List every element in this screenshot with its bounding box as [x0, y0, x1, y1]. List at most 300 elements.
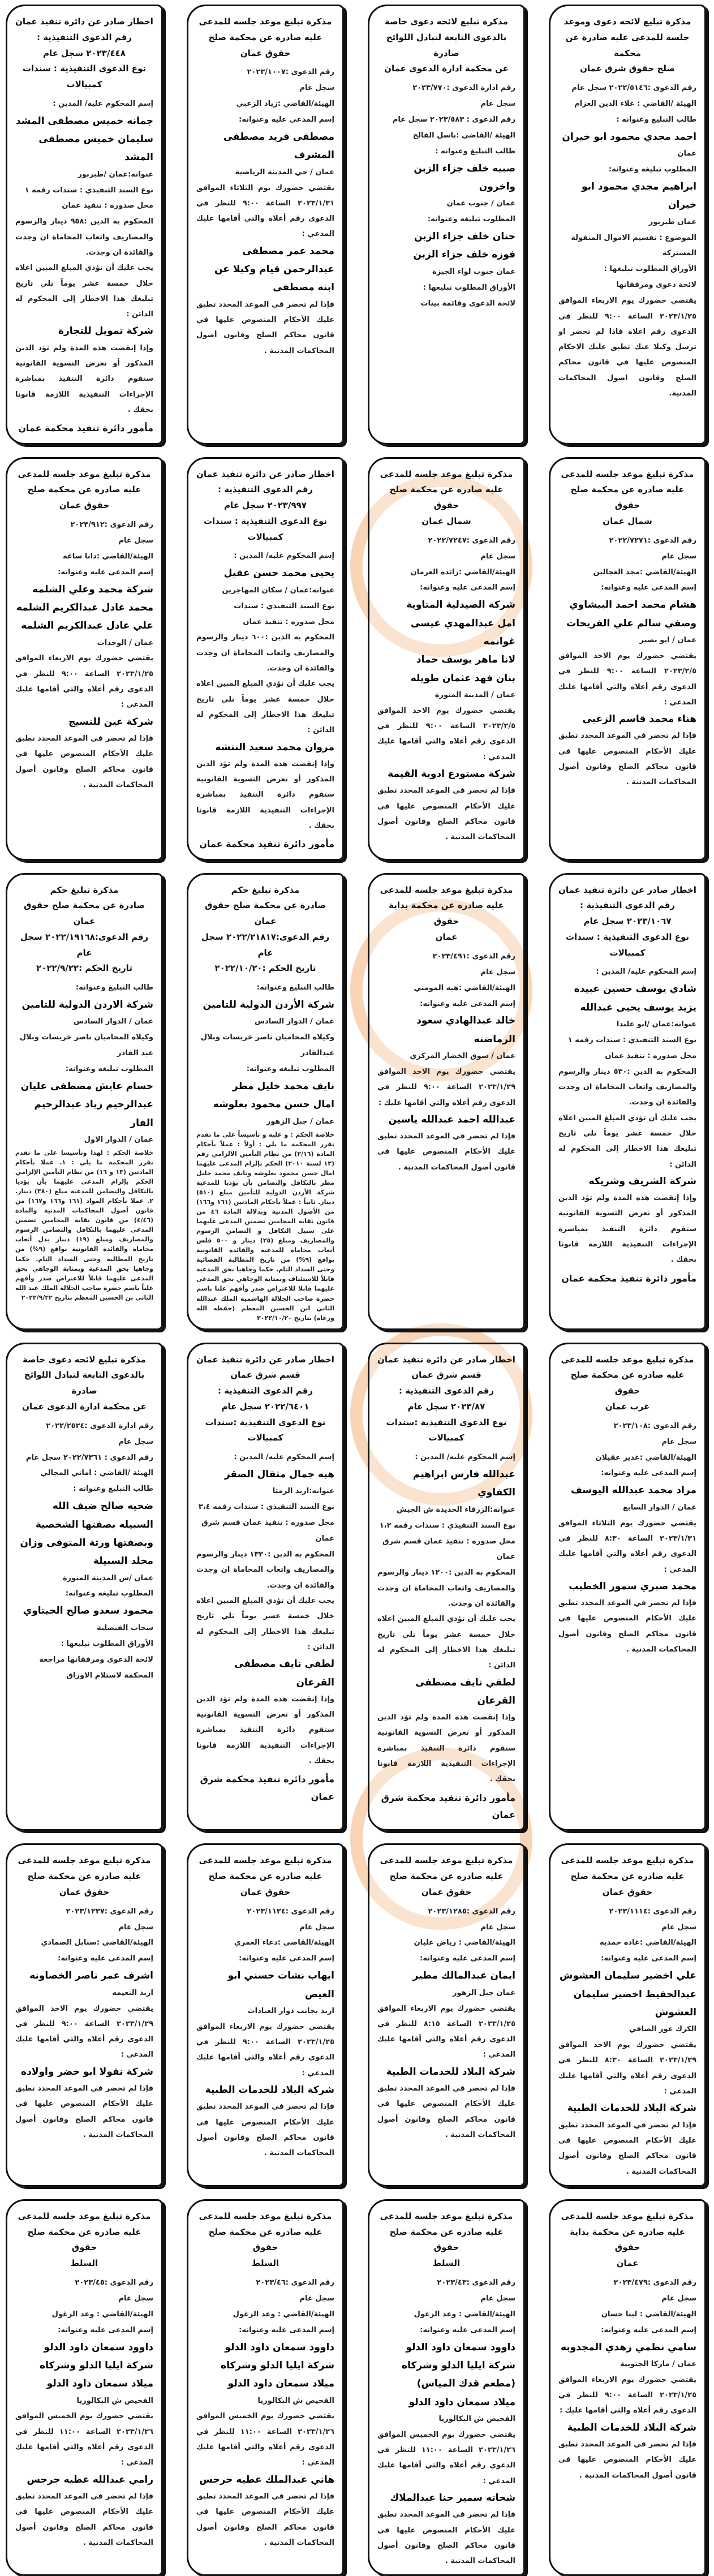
- notice-title-line: عليه صادره عن محكمة صلح حقوق عمان: [570, 1871, 685, 1897]
- party-name: خالد عبدالهادي سعود الرماضنه: [416, 1015, 515, 1045]
- notice-title-line: عليه صادره عن محكمة صلح حقوق عمان: [389, 1871, 504, 1897]
- notice-title-line: عمان: [435, 931, 458, 942]
- notice-title-line: مذكرة تبليغ موعد جلسه للمدعى: [199, 2211, 332, 2221]
- notice-field: طالب التبليغ وعنوانه :: [616, 115, 696, 124]
- notice-title-line: اخطار صادر عن دائرة تنفيذ عمان: [15, 16, 153, 27]
- notice-field: إسم المدعى عليه وعنوانه:: [601, 1469, 696, 1478]
- notice-field: الفحيص ش البكالوريا: [76, 2396, 153, 2405]
- notice-title: [558, 14, 696, 77]
- notice-paragraph: وإذا إنقضت هذه المدة ولم تؤد الدين المذكور أو تعرض التسوية القانونية ستقوم دائرة التنفيذ بمباشرة الإجراءات التنفيذية اللازمة قانونا بحقك .: [15, 343, 153, 414]
- party-name: ايمان عبدالمالك مطير: [412, 1970, 515, 1982]
- notice-field: عمان جنوب لواء الجيزة: [432, 267, 515, 276]
- notice-title-line: نوع الدعوى التنفيذية :سندات كمبيالات: [386, 1417, 507, 1443]
- notice-title-line: عن محكمة ادارة الدعوى عمان: [384, 63, 509, 74]
- party-name: امال حسن محمود بعلوشه: [213, 1099, 334, 1111]
- notice-paragraph: يقتضي حضورك يوم الاربعاء الموافق ٢٠٢٣/١/٢٥ الساعة ٩:٠٠ للنظر في الدعوى رقم أعلاه والتي أقامها عليك المدعي :: [196, 2022, 335, 2078]
- notice-field: إسم المدعى عليه وعنوانه:: [58, 1954, 153, 1963]
- notice-title-line: عليه صادره عن محكمة بداية حقوق: [389, 900, 504, 927]
- party-name: شركة البلاد للخدمات الطبية: [567, 2102, 696, 2114]
- notice-paragraph: فإذا لم تحضر في الموعد المحدد تطبق عليك الأحكام المنصوص عليها في قانون محاكم الصلح وقانون أصول المحاكمات المدنية .: [377, 2084, 515, 2139]
- notice-field: عنوانه:عمان /طبربور: [78, 170, 153, 179]
- notice-paragraph: وإذا إنقضت هذه المدة ولم تؤد الدين المذكور أو تعرض التسوية القانونية ستقوم دائرة التنفيذ بمباشرة الإجراءات التنفيذية اللازمة قانونا بحقك .: [558, 1194, 696, 1265]
- notice-paragraph: وإذا إنقضت هذه المدة ولم تؤد الدين المذكور أو تعرض التسوية القانونية ستقوم دائرة التنفيذ بمباشرة الإجراءات التنفيذية اللازمة قانونا بحقك .: [196, 1695, 334, 1765]
- notice-field: الهيئة/القاضي :دعاء العمري: [234, 1938, 334, 1947]
- notice-field: نوع السند التنفيذي : سندات رقمه ١،٢: [379, 1521, 515, 1530]
- party-name: صبيه خلف جزاء الزبن واخرون: [414, 162, 515, 192]
- notice-title-line: عن محكمة ادارة الدعوى عمان: [22, 1401, 147, 1412]
- notice-title-line: ٢٠٢٣/٩٩٧ سجل عام: [224, 500, 307, 511]
- notice-field: رقم الدعوى :٢٠٢٣/٤٧٩: [613, 2278, 696, 2287]
- notice-paragraph: فإذا لم تحضر في الموعد المحدد تطبق عليك الأحكام المنصوص عليها في قانون محاكم الصلح وقانون أصول المحاكمات المدنية .: [558, 2121, 696, 2176]
- notice-field: محل صدوره : تنفيذ عمان قسم شرق عمان: [201, 1519, 334, 1543]
- notice-field: الهيئة/القاضي : وعد الزغول: [233, 2310, 334, 2319]
- party-name: شركة ايليا الدلو وشركاه: [40, 2359, 153, 2371]
- notice-title: [377, 883, 515, 945]
- notice-title: [377, 14, 515, 77]
- legal-notice: [368, 5, 525, 445]
- notice-title-line: رقم الدعوى التنفيذية :: [36, 32, 132, 42]
- party-name: ضحيه صالح ضيف الله السبيله بصفتها الشخصية وبصفتها ورثة المتوفى وزان مخلد السبيلة: [20, 1500, 153, 1567]
- notice-field: عمان / ابو نصير: [639, 635, 696, 644]
- notice-paragraph: يقتضي حضورك يوم الاحد الموافق ٢٠٢٣/٢/٥ الساعة ٩:٠٠ للنظر في الدعوى رقم أعلاه والتي أقامها عليك المدعي :: [377, 706, 516, 762]
- notice-field: رقم الدعوى : ٢٠٢٣/٥٨٣ سجل عام: [392, 115, 515, 124]
- notice-title-line: عليه صادره عن محكمة صلح حقوق عمان: [27, 1871, 141, 1897]
- notice-field: الهيئة/القاضي :مجد العجالين: [593, 567, 696, 577]
- notice-title: [15, 14, 153, 93]
- notice-title-line: رقم الدعوى التنفيذية :: [217, 484, 313, 495]
- notice-paragraph: يقتضي حضورك يوم الاحد الموافق ٢٠٢٣/٢/٥ الساعة ٩:٠٠ للنظر في الدعوى رقم أعلاه والتي أقامها عليك المدعي :: [558, 651, 697, 707]
- party-name: حنان خلف جزاء الزبن: [414, 231, 515, 243]
- notice-field: الهيئة/القاضي :غاده حمديه: [599, 1938, 696, 1947]
- party-name: لطفي نايف مصطفى القرعان: [234, 1658, 334, 1688]
- notice-signature: مأمور دائرة تنفيذ محكمة شرق عمان: [200, 1774, 334, 1802]
- notice-paragraph: يقتضي حضورك يوم الاحد الموافق ٢٠٢٣/١/٢٩ الساعة ٨:٣٠ للنظر في الدعوى رقم أعلاه والتي أقامها عليك المدعي :: [558, 2041, 697, 2096]
- notice-paragraph: يقتضي حضورك يوم الثلاثاء الموافق ٢٠٢٣/١/٣١ الساعة ٩:٠٠ للنظر في الدعوى رقم أعلاه والتي أقامها عليك المدعي :: [196, 183, 335, 239]
- notice-signature: مأمور دائرة تنفيذ محكمة عمان: [199, 838, 334, 850]
- party-name: شركة مستودع ادوية القيمة: [388, 768, 515, 780]
- notice-field: عمان / حي المدينة الرياضية: [235, 167, 334, 177]
- notice-title-line: مذكرة تبليغ موعد جلسه للمدعى: [18, 2211, 151, 2221]
- notice-title-line: عليه صادره عن محكمة صلح حقوق عمان: [208, 32, 322, 58]
- notice-title-line: بالدعوى التابعة لتبادل اللوائح صادرة: [386, 32, 507, 58]
- notice-field: رقم الدعوى :٢٠٢٣/٤٣: [437, 2278, 515, 2287]
- notice-field: إسم المدعى عليه وعنوانه:: [239, 115, 334, 124]
- party-name: داوود سمعان داود الدلو: [44, 2341, 153, 2353]
- notice-field: إسم المدعى عليه وعنوانه:: [601, 583, 696, 592]
- notice-title-line: غرب عمان: [605, 1401, 650, 1412]
- notice-field: محل صدوره : تنفيذ عمان: [62, 201, 153, 210]
- notice-field: رقم الدعوى :٢٠٢٣/١١٢٤: [247, 1907, 334, 1916]
- notice-field: المطلوب تبليغه وعنوانه:: [427, 215, 515, 224]
- notice-title: [196, 883, 334, 977]
- notice-field: طالب التبليغ وعنوانه :: [73, 1485, 153, 1494]
- party-name: جمانه خميس مصطفى المشد: [15, 115, 153, 127]
- notice-field: رقم الدعوى :٢٠٢٣/٤٩١: [432, 952, 515, 961]
- notice-field: الفحيص ش البكالوريا: [257, 2396, 334, 2405]
- notice-field: عنوانه:عمان /ابو علندا: [616, 1020, 696, 1029]
- notice-paragraph: يقتضي حضورك يوم الثلاثاء الموافق ٢٠٢٣/١/٣١ الساعة ٨:٣٠ للنظر في الدعوى رقم أعلاه والتي أقامها عليك المدعي :: [558, 1519, 697, 1574]
- notice-field: الهيئة /القاضي : علاء الدين العزام: [574, 99, 696, 108]
- notice-paragraph: المحكوم به الدين :١٢٠٠ دينار والرسوم والمصاريف واتعاب المحاماة ان وجدت والفائدة ان وجدت.: [377, 1568, 515, 1609]
- notice-title-line: مذكرة تبليغ موعد جلسه للمدعى: [380, 1855, 513, 1866]
- notice-paragraph: يقتضي حضورك يوم الاربعاء الموافق ٢٠٢٣/١/٢٥ الساعة ٩:٠٠ للنظر في الدعوى رقم اعلاه فاذا لم تحضر او ترسل وكيلا عنك تطبق عليك الاحكام المنصوص عليها في قانون محاكم الصلح وقانون اصول المحاكمات المدنية.: [558, 296, 697, 398]
- notice-title-line: السلط: [251, 2258, 279, 2269]
- notice-field: عمان / الدوار السابع: [623, 1503, 696, 1512]
- legal-notice: [6, 457, 163, 861]
- notice-field: المطلوب تبليغه وعنوانه:: [65, 1589, 153, 1598]
- notice-field: سجل عام: [480, 2294, 515, 2303]
- notice-field: رقم الدعوى :٢٠٢٣/٩١٢: [70, 520, 153, 529]
- legal-notice: [187, 5, 344, 445]
- party-name: ايهاب نشات حسني ابو العيص: [227, 1970, 334, 2000]
- notice-field: سجل عام: [661, 2294, 696, 2303]
- notice-title: [558, 2209, 696, 2272]
- notice-title-line: رقم الدعوى التنفيذية :: [398, 1386, 494, 1396]
- notice-signature: مأمور دائرة تنفيذ محكمة شرق عمان: [381, 1792, 515, 1820]
- party-name: لانا ماهر يوسف حماد: [416, 654, 515, 666]
- notice-field: اربد بجانب دوار العيادات: [247, 2006, 334, 2015]
- party-name: عبدالحفيظ اخضير سليمان العشوش: [573, 1988, 696, 2018]
- notice-title-line: نوع الدعوى التنفيذية :سندات كمبيالات: [205, 1417, 326, 1443]
- notice-field: رقم ادارة الدعوى :٢٠٢٢/٢٥٢٤: [46, 1421, 153, 1430]
- notice-title-line: تاريخ الحكم :٢٠٢٢/١٠/٢٠: [214, 963, 316, 974]
- notice-title-line: عليه صادره عن محكمة صلح حقوق عمان: [208, 1871, 322, 1897]
- party-name: لطفي نايف مصطفى القرعان: [415, 1676, 515, 1706]
- legal-notice: [368, 873, 525, 1330]
- party-name: شحاته سمير حنا عبدالملاك: [390, 2492, 515, 2504]
- notice-title-line: ٢٠٢٣/٨٧ سجل عام: [407, 1401, 485, 1412]
- notice-paragraph: فإذا لم تحضر في الموعد المحدد تطبق عليك الأحكام المنصوص عليها في قانون محاكم الصلح وقانون أصول المحاكمات المدنية .: [196, 2102, 334, 2158]
- notice-title-line: مذكرة تبليغ حكم: [50, 884, 119, 895]
- party-name: عبدالله فارس ابراهيم الكفاوي: [412, 1469, 515, 1499]
- notice-field: الهيئة/القاضي :زياد الزعبي: [236, 100, 334, 109]
- party-name: محمد عادل عبدالكريم الشلمه: [16, 601, 153, 613]
- notice-field: إسم المحكوم عليه/ المدين :: [234, 1453, 334, 1462]
- notice-paragraph: المحكوم به الدين :١٣٢٠ دينار والرسوم والمصاريف واتعاب المحاماة ان وجدت والفائدة ان وجدت.: [196, 1550, 334, 1590]
- notice-title-line: نوع الدعوى التنفيذية : سندات كمبيالات: [565, 931, 690, 958]
- notice-title: [558, 467, 696, 530]
- legal-notice: [6, 873, 163, 1330]
- notice-field: الأوراق المطلوب تبليغها :: [423, 283, 515, 292]
- notice-field: عمان / سوق الخضار المركزي: [410, 1052, 515, 1061]
- notice-field: الأوراق المطلوب تبليغها :: [604, 265, 696, 274]
- notice-paragraph: فإذا لم تحضر في الموعد المحدد تطبق عليك الأحكام المنصوص عليها في قانون محاكم الصلح وقانون أصول المحاكمات المدنية .: [196, 300, 334, 355]
- notice-field: عمان / ماركا الجنوبية: [620, 2359, 696, 2368]
- notice-paragraph: يجب عليك أن تؤدي المبلغ المبين اعلاه خلال خمسة عشر يوماً تلي تاريخ تبليغك هذا الاخطار إلى المحكوم له الدائن :: [196, 680, 334, 735]
- party-name: يحيى محمد حسن عقيل: [223, 567, 334, 579]
- notice-title-line: اخطار صادر عن دائرة تنفيذ عمان: [558, 884, 696, 895]
- notice-title-line: عليه صادره عن محكمة صلح حقوق عمان: [27, 484, 141, 511]
- notice-field: رقم ادارة الدعوى :٢٠٢٣/٧٧٠: [412, 84, 515, 92]
- notice-title-line: عليه صادره عن محكمة صلح حقوق: [570, 1370, 685, 1396]
- notice-field: رقم الدعوى :٢٠٢٣/٤٥: [75, 2278, 153, 2287]
- notice-field: المطلوب تبليغه وعنوانه:: [65, 1065, 153, 1074]
- notice-paragraph: فإذا لم تحضر في الموعد المحدد تطبق عليك الأحكام المنصوص عليها في قانون محاكم الصلح وقانون أصول المحاكمات المدنية .: [558, 1599, 696, 1654]
- party-name: مراد محمد عبدالله اليوسف: [570, 1485, 696, 1496]
- notice-title-line: اخطار صادر عن دائرة تنفيذ عمان: [377, 1354, 515, 1365]
- notice-field: الهيئة/القاضي : لينا حسان: [601, 2310, 696, 2319]
- notice-field: اربد النعيمه: [112, 1988, 153, 1997]
- notice-title-line: نوع الدعوى التنفيذية : سندات كمبيالات: [203, 515, 328, 542]
- notice-field: رقم الدعوى :٢٠٢٢/٧٢٤٧: [428, 536, 515, 545]
- notice-field: سجل عام: [480, 967, 515, 977]
- notice-title-line: رقم الدعوى التنفيذية :: [217, 1386, 313, 1396]
- notice-field: نوع السند التنفيذي : سندات رقمه ٣،٤: [198, 1503, 334, 1512]
- party-name: محمد صبري سمور الخطيب: [569, 1580, 696, 1592]
- party-name: محمود سعدو صالح الجيتاوي: [23, 1605, 153, 1617]
- party-name: علي اخضير سليمان العشوش: [560, 1970, 696, 1982]
- party-name: شركة البلاد للخدمات الطبية: [567, 2422, 696, 2433]
- party-name: هاني عبدالملك عطيه جرجس: [199, 2474, 334, 2485]
- notice-title: [15, 2209, 153, 2272]
- party-name: شادي يوسف حسين عبيده: [574, 983, 696, 995]
- notice-field: إسم المدعى عليه وعنوانه:: [239, 2325, 334, 2334]
- party-name: علي عادل عبدالكريم الشلمه: [21, 620, 153, 632]
- notice-field: عمان /ش المدينة المنورة: [62, 1573, 153, 1582]
- notice-field: سجل عام: [661, 1437, 696, 1446]
- notice-field: عنوانه:عمان / سكان المهاجرين: [222, 586, 334, 595]
- notice-title-line: مذكرة تبليغ موعد جلسه للمدعى: [199, 16, 332, 27]
- party-name: حسام عايش مصطفى عليان: [20, 1081, 153, 1093]
- notice-field: لائحة دعوى ومرفقاتها: [616, 281, 696, 290]
- legal-notice: [549, 1343, 706, 1831]
- notice-paragraph: فإذا لم تحضر في الموعد المحدد تطبق عليك الأحكام المنصوص عليها في قانون محاكم الصلح وقانون أصول المحاكمات المدنية .: [15, 2084, 153, 2139]
- notice-paragraph: يقتضي حضورك يوم الخميس الموافق ٢٠٢٣/١/٢٦ الساعة ١١:٠٠ للنظر في الدعوى رقم أعلاه والتي أقامها عليك المدعي :: [196, 2412, 334, 2467]
- notice-field: المطلوب تبليغه وعنوانه:: [246, 1065, 334, 1074]
- notice-field: سجل عام: [480, 552, 515, 561]
- notice-title-line: السلط: [432, 2258, 461, 2269]
- party-name: امل عبدالمهدي عيسى غوانمه: [410, 617, 515, 647]
- party-name: شركة البلاد للخدمات الطبية: [205, 2084, 334, 2096]
- notice-title: [15, 467, 153, 514]
- notice-title-line: قسم شرق عمان: [411, 1370, 481, 1381]
- notice-field: عمان / جبل الزهور: [266, 1117, 334, 1126]
- party-name: هشام محمد احمد البيشاوي: [569, 599, 696, 611]
- notice-paragraph: يقتضي حضورك يوم الخميس الموافق ٢٠٢٣/١/٢٦ الساعة ١١:٠٠ للنظر في الدعوى رقم أعلاه والتي أقامها عليك المدعي :: [377, 2430, 515, 2485]
- notice-field: إسم المدعى عليه وعنوانه:: [420, 1954, 515, 1963]
- party-name: شركة الشريف وشريكه: [588, 1175, 696, 1187]
- notice-paragraph: فإذا لم تحضر في الموعد المحدد تطبق عليك الأحكام المنصوص عليها في قانون محاكم الصلح وقانون أصول المحاكمات المدنية .: [558, 732, 696, 787]
- party-name: ميلاد سمعان داود الدلو: [408, 2396, 515, 2408]
- party-name: فوزه خلف جزاء الزبن: [413, 249, 515, 261]
- notice-paragraph: يقتضي حضورك يوم الاحد الموافق ٢٠٢٣/١/٢٩ الساعة ٩:٠٠ للنظر في الدعوى رقم أعلاه والتي أقامها عليك :: [377, 1067, 516, 1107]
- notice-title-line: صادرة عن محكمة صلح حقوق عمان: [205, 900, 326, 927]
- notice-title-line: مذكرة تبليغ موعد جلسه للمدعى: [380, 2211, 513, 2221]
- notice-field: نوع السند التنفيذي : سندات رقمه ١: [24, 186, 153, 195]
- notice-field: الهيئة /القاضي :باسل الفالح: [412, 131, 515, 140]
- notice-field: سجل عام: [661, 1923, 696, 1932]
- notice-title: [558, 1352, 696, 1415]
- notice-title: [196, 467, 334, 545]
- notice-title: [377, 467, 515, 530]
- notice-paragraph: فإذا لم تحضر في الموعد المحدد تطبق عليك الأحكام المنصوص عليها في قانون أصول المحاكمات المدنية .: [558, 2440, 696, 2480]
- notice-title: [15, 883, 153, 977]
- legal-notice: [6, 2199, 163, 2576]
- notice-field: إسم المحكوم عليه/ المدين :: [234, 552, 334, 561]
- notice-field: الهيئة/القاضي : رياض عليان: [414, 1938, 515, 1947]
- notice-title-line: مذكرة تبليغ موعد جلسه للمدعى: [18, 1855, 151, 1866]
- notice-title-line: ٢٠٢٣/٤٤٨ سجل عام: [43, 48, 126, 58]
- notice-field: إسم المدعى عليه وعنوانه:: [601, 2325, 696, 2334]
- notice-title-line: صلح حقوق شرق عمان: [580, 63, 675, 74]
- notice-field: إسم المحكوم عليه/ المدين :: [53, 99, 153, 108]
- party-name: شركة الأردن الدولية للتامين: [203, 999, 334, 1011]
- party-name: شركة نقولا ابو خضر واولاده: [21, 2066, 153, 2078]
- notice-title-line: قسم شرق عمان: [230, 1370, 300, 1381]
- notice-title-line: عليه صادره عن محكمة بداية حقوق: [570, 2226, 685, 2253]
- legal-notice: [549, 1843, 706, 2187]
- notice-field: الهيئة/القاضي :سنابل الصمادي: [41, 1938, 153, 1947]
- notice-field: إسم المحكوم عليه/ المدين :: [596, 967, 696, 977]
- notice-field: محل صدوره : تنفيذ عمان قسم شرق عمان: [382, 1537, 515, 1562]
- notice-field: رقم الدعوى :٢٠٢٣/٤٦: [256, 2278, 334, 2287]
- notice-field: المطلوب تبليغه وعنوانه:: [608, 165, 696, 174]
- party-name: رامي عبدالله عطيه جرجس: [27, 2474, 153, 2485]
- legal-notice: [6, 1843, 163, 2187]
- notice-title: [15, 1352, 153, 1415]
- notice-field: سجل عام: [299, 1923, 334, 1932]
- party-name: شركة ايليا الدلو وشركاه (مطعم قدك المياس): [402, 2359, 515, 2390]
- notice-field: عمان طبربور: [648, 217, 696, 226]
- notice-title-line: بالدعوى التابعة لتبادل اللوائح صادرة: [24, 1370, 145, 1396]
- notice-title-line: مذكرة تبليغ موعد جلسه للمدعى: [380, 884, 513, 895]
- legal-notice: [187, 873, 344, 1330]
- legal-notice: [368, 457, 525, 861]
- legal-notice: [368, 1843, 525, 2187]
- party-name: شركة محمد وعلي الشلمه: [32, 583, 153, 595]
- notice-field: طالب التبليغ وعنوانه :: [435, 147, 515, 156]
- notice-field: الهيئة/القاضي :دانا ساغه: [62, 552, 153, 561]
- notice-paragraph: يقتضي حضورك يوم الاربعاء الموافق ٢٠٢٣/١/٢٥ الساعة ٩:٠٠ للنظر في الدعوى رقم أعلاه والتي أقامها عليك المدعي :: [15, 654, 154, 709]
- notice-field: إسم المدعى عليه وعنوانه:: [58, 2325, 153, 2334]
- notice-field: رقم الدعوى :٢٠٢٣/١٢٨٥: [428, 1907, 515, 1916]
- notice-title-line: عليه صادره عن محكمة صلح حقوق: [389, 2226, 504, 2253]
- notice-title-line: ٢٠٢٢/٦٤٠١ سجل عام: [221, 1401, 309, 1412]
- party-name: محمد عمر مصطفى عبدالرحمن قيام وكيلا عن ابنه مصطفى: [214, 245, 334, 294]
- judgment-summary: خلاصة الحكم : لهذا وتأسيسا على ما تقدم تقرر المحكمة ما يلي : ١. عملا بأحكام المادتين (١٣ و ١٦) من نظام التأمين الإلزامي الحكم بإلزام المدعى عليهما بأن يؤديا بالتكافل والتضامن للمدعية مبلغ (٣٨٠) دينار. ٢. عملا بأحكام المواد (١٦١ و١٦٦ و١٦٧) من قانون أصول المحاكمات المدنية والمادة (٤/٤٦) من قانون نقابة المحامين تضمين المدعى عليهما بالتكافل والتضامن الرسوم والمصاريف ومبلغ (١٩) دينار بدل أتعاب محاماة والفائدة القانونية بواقع (٩%) من تاريخ المطالبة وحتى السداد التام. حكما وجاهيا بحق المدعية وبمثابة الوجاهي بحق المدعى عليهما قابلاً للاعتراض صدر وأفهم علناً باسم حضرة صاحب الجلالة الملك عبد الله الثاني بن الحسين المعظم بتاريخ ٢٠٢٢/٩/٢٢: [15, 1149, 154, 1301]
- notice-title-line: رقم الدعوى:٢٠٢٢/١٩١٦٨ سجل عام: [20, 931, 149, 958]
- legal-notice: [6, 1343, 163, 1831]
- party-name: شركة البلاد للخدمات الطبية: [386, 2066, 515, 2078]
- notice-title: [377, 2209, 515, 2272]
- notice-title-line: مذكرة تبليغ لائحه دعوى وموعد: [564, 16, 691, 27]
- notice-title-line: رقم الدعوى:٢٠٢٢/٢١٨١٧ سجل عام: [201, 931, 330, 958]
- notice-field: الهيئة/القاضي :هبه المومني: [414, 983, 515, 992]
- notice-field: رقم الدعوى :٢٠٢٣/١١١٤: [609, 1907, 696, 1916]
- notice-field: عنوانه:اربد الرمثا: [272, 1487, 334, 1496]
- notice-field: سجل عام: [480, 1923, 515, 1932]
- notice-paragraph: فإذا لم تحضر في الموعد المحدد تطبق عليك الأحكام المنصوص عليها في قانون محاكم الصلح وقانون أصول المحاكمات المدنية .: [377, 2510, 515, 2566]
- notice-field: رقم الدعوى :٢٠٢٣/١٢٣٧: [66, 1907, 153, 1916]
- notice-title-line: مذكرة تبليغ موعد جلسه للمدعى: [380, 468, 513, 479]
- notice-title-line: عليه صادره عن محكمة صلح حقوق: [389, 484, 504, 511]
- notice-title-line: شمال عمان: [603, 515, 652, 526]
- notice-field: سجل عام: [118, 2294, 153, 2303]
- party-name: هبه جمال مثقال الصقر: [224, 1469, 334, 1481]
- notice-field: طالب التبليغ وعنوانه:: [256, 983, 334, 992]
- party-name: نايف محمد خليل مطر: [232, 1081, 334, 1093]
- notice-field: سجل عام: [118, 1437, 153, 1446]
- notice-field: عمان: [677, 149, 696, 158]
- notice-field: إسم المدعى عليه وعنوانه:: [239, 1954, 334, 1963]
- notice-field: عمان / الدوار الاول: [84, 1136, 153, 1145]
- notice-title-line: عليه صادره عن محكمة صلح حقوق: [570, 484, 685, 511]
- legal-notice: [187, 1343, 344, 1831]
- notice-paragraph: يقتضي حضورك يوم الاربعاء الموافق ٢٠٢٣/١/٢٥ الساعة ٩:٠٠ للنظر في الدعوى رقم أعلاه والتي أقامها عليك :: [558, 2375, 697, 2415]
- party-name: شركة الاردن الدولية للتامين: [21, 999, 153, 1011]
- notice-field: نوع السند التنفيذي : سندات: [234, 601, 334, 610]
- notice-title: [558, 1853, 696, 1900]
- notice-paragraph: فإذا لم تحضر في الموعد المحدد تطبق عليك الأحكام المنصوص عليها في قانون محاكم الصلح وقانون أصول المحاكمات المدنية .: [15, 734, 153, 789]
- notice-title: [196, 14, 334, 61]
- notice-title: [377, 1352, 515, 1447]
- notice-field: سجل عام: [299, 84, 334, 93]
- notice-field: طالب التبليغ وعنوانه:: [75, 983, 153, 992]
- notice-title-line: مذكرة تبليغ موعد جلسه للمدعى: [561, 1855, 694, 1866]
- notice-field: رقم الدعوى :٢٠٢٢/٧٢٧١: [609, 536, 696, 545]
- notice-field: إسم المدعى عليه وعنوانه:: [420, 2325, 515, 2334]
- notice-title: [196, 1853, 334, 1900]
- notice-paragraph: وإذا إنقضت هذه المدة ولم تؤد الدين المذكور أو تعرض التسوية القانونية ستقوم دائرة التنفيذ بمباشرة الإجراءات التنفيذية اللازمة قانونا بحقك .: [196, 759, 334, 830]
- notice-title: [558, 883, 696, 961]
- legal-notice: [6, 5, 163, 445]
- notice-field: عمان / الدوار السادس: [255, 1017, 334, 1026]
- notice-paragraph: يجب عليك أن تؤدي المبلغ المبين اعلاه خلال خمسة عشر يوماً تلي تاريخ تبليغك هذا الاخطار إلى المحكوم له الدائن :: [558, 1113, 696, 1169]
- party-name: شركة ايليا الدلو وشركاه: [221, 2359, 334, 2371]
- notice-field: الهيئة/القاضي :غدير عقيلان: [595, 1453, 696, 1462]
- notice-title-line: مذكرة تبليغ موعد جلسه للمدعى: [561, 1354, 694, 1365]
- notice-field: الموضوع : تقسيم الاموال المنقولة المشتركة: [571, 233, 696, 258]
- party-name: شركة الصيدلية المتاوية: [406, 599, 515, 611]
- party-name: مصطفى فريد مصطفى المشرف: [223, 131, 334, 161]
- party-name: شركة تمويل للتجارة: [58, 325, 153, 337]
- notice-paragraph: يجب عليك أن تؤدي المبلغ المبين اعلاه خلال خمسة عشر يوماً تلي تاريخ تبليغك هذا الاخطار إلى المحكوم له الدائن :: [196, 1597, 334, 1652]
- notice-field: سجل عام: [661, 552, 696, 561]
- notice-field: إسم المدعى عليه وعنوانه:: [420, 583, 515, 592]
- notice-title-line: ٢٠٢٣/١٠٦٧ سجل عام: [583, 916, 672, 927]
- notice-title-line: عليه صادره عن محكمة صلح حقوق: [208, 2226, 322, 2253]
- notice-title-line: عمان: [616, 2258, 639, 2269]
- notice-paragraph: المحكوم به الدين :٦٠٠ دينار والرسوم والمصاريف واتعاب المحاماة ان وجدت والفائدة ان وجدت.: [196, 633, 334, 673]
- notice-title-line: السلط: [70, 2258, 98, 2269]
- notice-field: سحاب الفيصلية: [97, 1623, 153, 1632]
- notice-field: نوع السند التنفيذي : سندات رقمه ١: [567, 1035, 696, 1044]
- notice-title-line: اخطار صادر عن دائرة تنفيذ عمان: [196, 1354, 334, 1365]
- party-name: احمد مجدي محمود ابو خيران: [562, 131, 696, 143]
- party-name: داوود سمعان داود الدلو: [225, 2341, 334, 2353]
- party-name: عبدالرحيم زياد عبدالرحيم الفار: [34, 1099, 153, 1129]
- party-name: يزيد يوسف يحيى عبدالله: [580, 1001, 696, 1013]
- notice-field: إسم المدعى عليه وعنوانه:: [420, 999, 515, 1008]
- party-name: وصفي سالم علي الفريحات: [566, 617, 696, 629]
- notice-paragraph: فإذا لم تحضر في الموعد المحدد تطبق عليك الأحكام المنصوص عليها في قانون محاكم الصلح وقانون أصول المحاكمات المدنية .: [15, 2492, 153, 2547]
- notice-field: رقم الدعوى :٢٠٢٢/٥١٤٦ سجل عام: [571, 84, 696, 92]
- notice-field: عمان / جنوب عمان: [446, 199, 515, 208]
- notice-field: سجل عام: [118, 1923, 153, 1932]
- notice-field: رقم الدعوى :٢٠٢٣/١٠٠٧: [247, 68, 334, 77]
- notice-title-line: تاريخ الحكم :٢٠٢٢/٩/٢٢: [36, 963, 132, 974]
- notice-paragraph: المحكوم به الدين :٩٥٨ دينار والرسوم والمصاريف واتعاب المحاماة ان وجدت والفائدة ان وجدت.: [15, 217, 153, 257]
- party-name: ميلاد سمعان داود الدلو: [227, 2378, 334, 2390]
- notice-field: عمان / الوحدات: [97, 638, 153, 647]
- notice-title: [15, 1853, 153, 1900]
- legal-notice: [368, 2199, 525, 2576]
- notice-field: وكيلاه المحاميان ناصر خريسات وبلال عبد القادر: [19, 1033, 153, 1058]
- notice-field: الفحيص ش البكالوريا: [438, 2414, 515, 2423]
- notice-title-line: عليه صادره عن محكمة صلح حقوق: [27, 2226, 141, 2253]
- party-name: هناء محمد قاسم الزعبي: [582, 713, 696, 725]
- legal-notice: [187, 1843, 344, 2187]
